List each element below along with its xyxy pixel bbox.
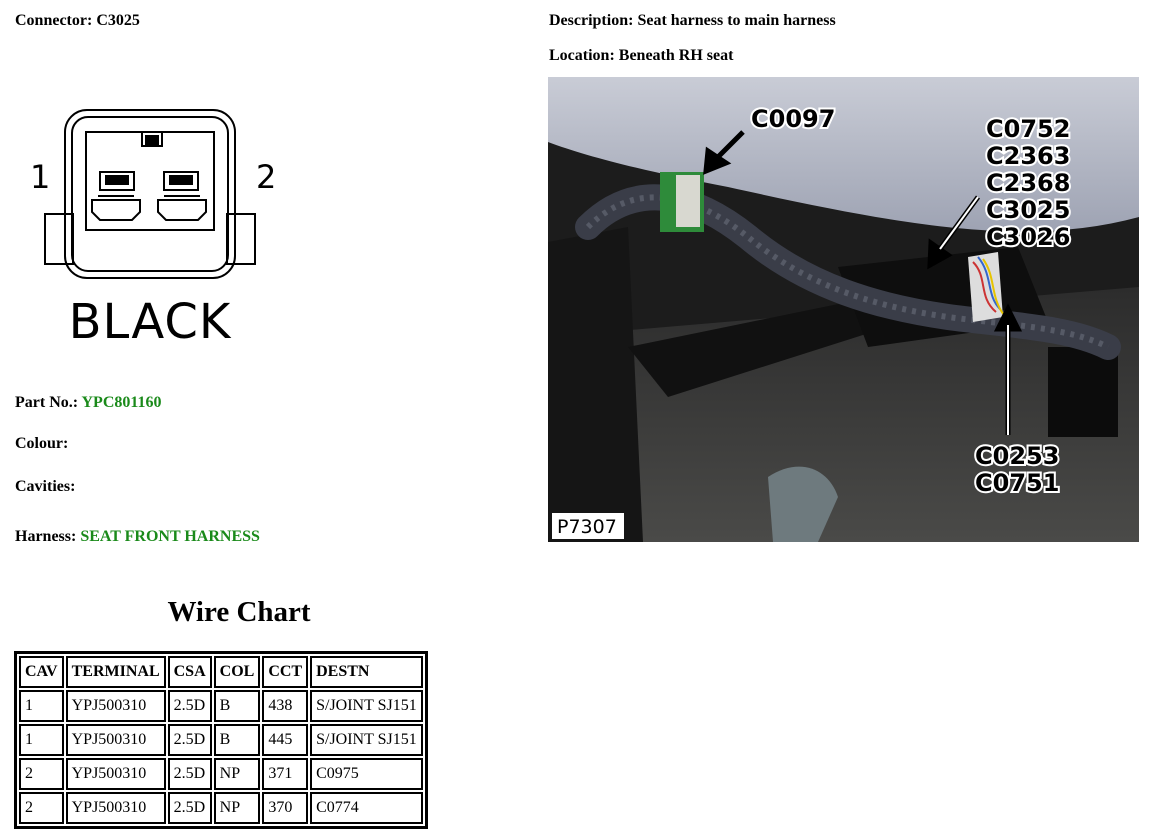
table-cell: 2.5D — [168, 724, 212, 756]
table-header-row — [19, 656, 423, 688]
table-row — [19, 758, 423, 790]
table-cell: 370 — [262, 792, 308, 824]
table-cell: 1 — [19, 690, 64, 722]
photo-id-label: P7307 — [557, 516, 617, 538]
callout-group-1-item: C3025 — [986, 196, 1071, 224]
connector-label: Connector: C3025 — [15, 12, 140, 29]
table-row — [19, 792, 423, 824]
table-cell: 371 — [262, 758, 308, 790]
table-cell: YPJ500310 — [66, 758, 166, 790]
table-cell: 2 — [19, 792, 64, 824]
column-header-csa: CSA — [168, 656, 212, 688]
table-cell: YPJ500310 — [66, 724, 166, 756]
connector-value: C3025 — [96, 12, 140, 29]
table-cell: 2.5D — [168, 792, 212, 824]
callout-group-1-item: C2363 — [986, 142, 1071, 170]
part-number-value: YPC801160 — [81, 394, 162, 411]
table-cell: 2.5D — [168, 690, 212, 722]
table-cell: 2 — [19, 758, 64, 790]
table-cell: 1 — [19, 724, 64, 756]
callout-group-1-item: C2368 — [986, 169, 1071, 197]
table-cell: C0975 — [310, 758, 423, 790]
description-label: Description: Seat harness to main harness — [549, 12, 836, 29]
description-value: Seat harness to main harness — [637, 12, 836, 29]
table-cell: S/JOINT SJ151 — [310, 690, 423, 722]
callout-group-2-item: C0253 — [975, 442, 1060, 470]
table-cell: 438 — [262, 690, 308, 722]
colour-label: Colour: — [15, 435, 69, 452]
table-cell: 445 — [262, 724, 308, 756]
table-cell: NP — [214, 758, 261, 790]
wire-chart-table — [14, 651, 428, 829]
connector-face-diagram — [28, 96, 288, 356]
callout-group-1-item: C3026 — [986, 223, 1071, 251]
table-cell: B — [214, 690, 261, 722]
pin-2-label: 2 — [256, 158, 277, 196]
column-header-col: COL — [214, 656, 261, 688]
table-cell: NP — [214, 792, 261, 824]
column-header-cav: CAV — [19, 656, 64, 688]
table-row — [19, 690, 423, 722]
location-photo — [548, 77, 1139, 542]
callout-group-2-item: C0751 — [975, 469, 1060, 497]
table-row — [19, 724, 423, 756]
location-value: Beneath RH seat — [618, 47, 734, 64]
table-cell: C0774 — [310, 792, 423, 824]
pin-1-label: 1 — [30, 158, 51, 196]
harness-value: SEAT FRONT HARNESS — [80, 528, 260, 545]
table-cell: S/JOINT SJ151 — [310, 724, 423, 756]
part-number-label: Part No.: YPC801160 — [15, 394, 162, 411]
column-header-terminal: TERMINAL — [66, 656, 166, 688]
harness-label: Harness: SEAT FRONT HARNESS — [15, 528, 260, 545]
callout-top: C0097 — [751, 105, 836, 133]
connector-color-label: BLACK — [68, 294, 232, 350]
table-cell: YPJ500310 — [66, 792, 166, 824]
column-header-cct: CCT — [262, 656, 308, 688]
table-cell: 2.5D — [168, 758, 212, 790]
callout-group-1-item: C0752 — [986, 115, 1071, 143]
cavities-label: Cavities: — [15, 478, 76, 495]
wire-chart-title: Wire Chart — [167, 596, 311, 628]
table-cell: YPJ500310 — [66, 690, 166, 722]
column-header-destn: DESTN — [310, 656, 423, 688]
table-cell: B — [214, 724, 261, 756]
location-label: Location: Beneath RH seat — [549, 47, 734, 64]
